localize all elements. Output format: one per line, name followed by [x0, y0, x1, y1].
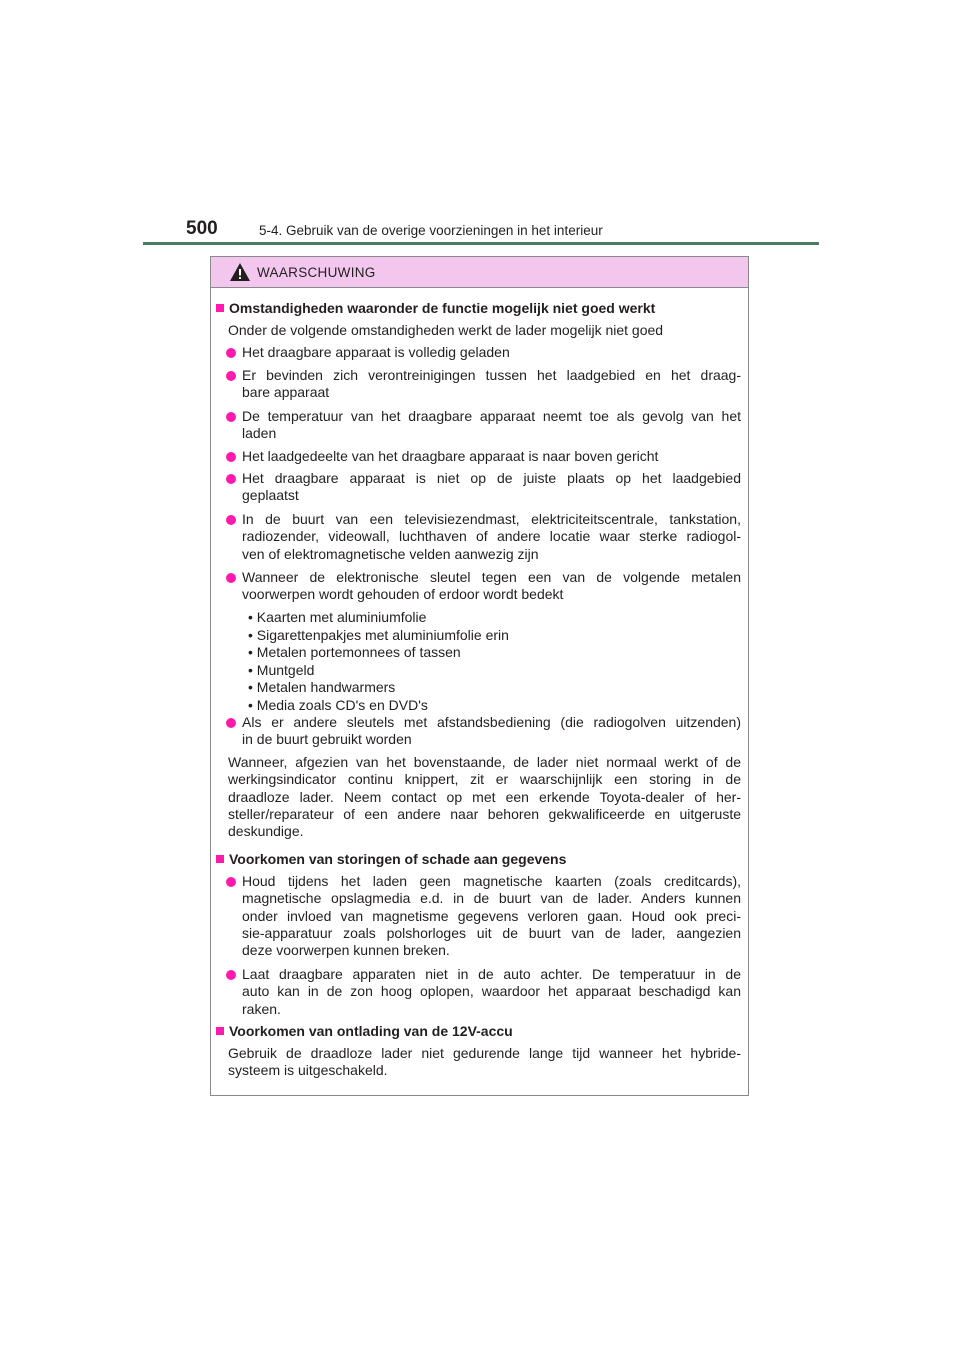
- warning-header: [211, 257, 748, 288]
- section-title: Omstandigheden waaronder de functie mogelijk niet goed werkt: [216, 300, 655, 317]
- circle-bullet-icon: [226, 877, 236, 887]
- page-number: 500: [186, 218, 218, 239]
- sub-item: • Metalen handwarmers: [248, 679, 396, 695]
- list-item: Er bevinden zich verontreinigingen tussen het laadgebied en het draag- bare apparaat: [242, 367, 741, 401]
- list-item: De temperatuur van het draagbare apparaat neemt toe als gevolg van het laden: [242, 408, 741, 442]
- square-bullet-icon: [216, 855, 224, 863]
- section-title: Voorkomen van ontlading van de 12V-accu: [216, 1023, 513, 1040]
- list-item: Houd tijdens het laden geen magnetische kaarten (zoals creditcards), magnetische opslagmedia e.d. in de buurt van de lader. Anders kunnen onder invloed van magnetisme gegevens verloren gaan. Houd ook preci- sie-apparatuur zoals polshorloges uit de buurt van de lader, aangezien deze voorwerpen kunnen breken.: [242, 873, 741, 959]
- warning-triangle-icon: [229, 262, 251, 282]
- sub-item: • Muntgeld: [248, 661, 315, 678]
- sub-item: • Metalen portemonnees of tassen: [248, 644, 461, 660]
- circle-bullet-icon: [226, 371, 236, 381]
- warning-box: [210, 256, 749, 1096]
- square-bullet-icon: [216, 1027, 224, 1035]
- list-item: Laat draagbare apparaten niet in de auto achter. De temperatuur in de auto kan in de zon hoog oplopen, waardoor het apparaat beschadigd kan raken.: [242, 966, 741, 1017]
- section-title: Voorkomen van storingen of schade aan gegevens: [216, 851, 566, 868]
- circle-bullet-icon: [226, 573, 236, 583]
- sub-item: • Sigarettenpakjes met aluminiumfolie erin: [248, 626, 509, 643]
- chapter-title: 5-4. Gebruik van de overige voorzieningen in het interieur: [259, 223, 603, 238]
- circle-bullet-icon: [226, 452, 236, 462]
- list-item: Als er andere sleutels met afstandsbediening (die radiogolven uitzenden) in de buurt gebruikt worden: [242, 714, 741, 748]
- section-note: Wanneer, afgezien van het bovenstaande, de lader niet normaal werkt of de werkingsindicator continu knippert, zit er waarschijnlijk een storing in de draadloze lader. Neem contact op met een erkende Toyota-dealer of her- steller/reparateur of een andere naar behoren gekwalificeerde en uitgeruste deskundige.: [228, 754, 741, 840]
- sub-item: • Kaarten met aluminiumfolie: [248, 609, 427, 625]
- list-item: In de buurt van een televisiezendmast, elektriciteitscentrale, tankstation, radiozender, videowall, luchthaven of andere locatie waar sterke radiogol- ven of elektromagnetische velden aanwezig zijn: [242, 511, 741, 562]
- header-rule: [143, 242, 819, 245]
- warning-label: WAARSCHUWING: [257, 265, 376, 280]
- list-item: Het laadgedeelte van het draagbare apparaat is naar boven gericht: [242, 448, 659, 464]
- list-item: Het draagbare apparaat is volledig geladen: [242, 344, 510, 360]
- section-intro: Gebruik de draadloze lader niet gedurende lange tijd wanneer het hybride- systeem is uitgeschakeld.: [228, 1045, 741, 1079]
- circle-bullet-icon: [226, 348, 236, 358]
- list-item: Wanneer de elektronische sleutel tegen een van de volgende metalen voorwerpen wordt gehouden of erdoor wordt bedekt: [242, 569, 741, 603]
- sub-item: • Media zoals CD's en DVD's: [248, 696, 428, 713]
- list-item: Het draagbare apparaat is niet op de juiste plaats op het laadgebied geplaatst: [242, 470, 741, 504]
- circle-bullet-icon: [226, 718, 236, 728]
- circle-bullet-icon: [226, 970, 236, 980]
- circle-bullet-icon: [226, 515, 236, 525]
- circle-bullet-icon: [226, 474, 236, 484]
- circle-bullet-icon: [226, 412, 236, 422]
- section-intro: Onder de volgende omstandigheden werkt de lader mogelijk niet goed: [228, 322, 664, 338]
- square-bullet-icon: [216, 304, 224, 312]
